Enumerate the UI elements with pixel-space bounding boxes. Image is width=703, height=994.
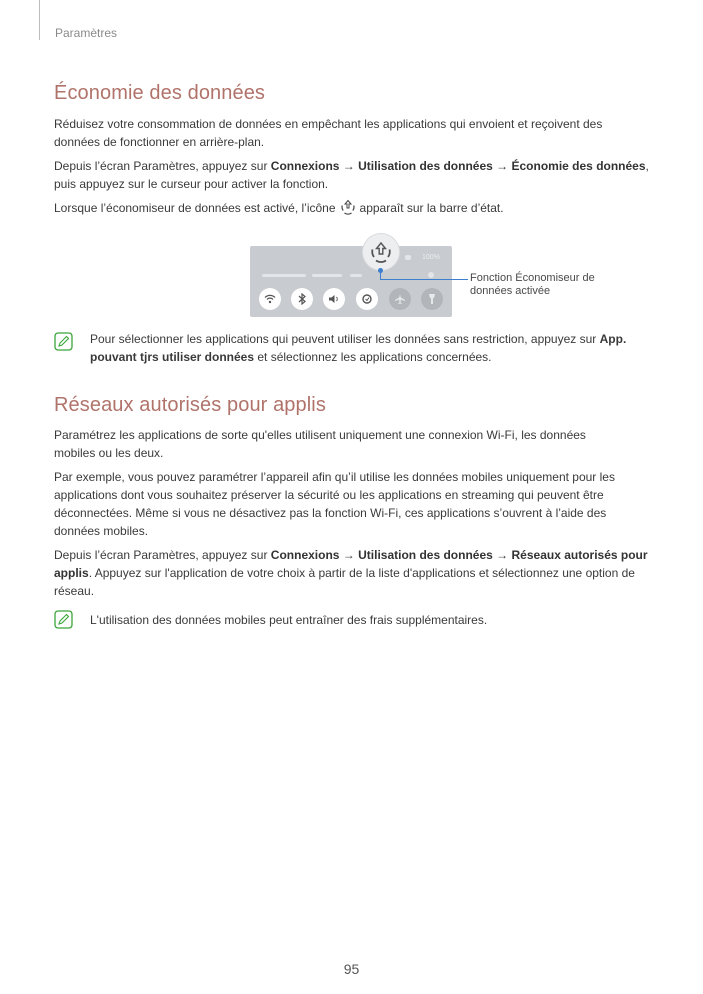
- paragraph-intro: Réduisez votre consommation de données en empêchant les applications qui envoient et reçoivent des données de fonctionner en arrière-plan.: [54, 117, 603, 149]
- path-arrow-2: →: [492, 159, 512, 173]
- airplane-mode-icon[interactable]: [389, 288, 411, 310]
- note-bold: App. pouvant tjrs utiliser données: [90, 332, 627, 364]
- gear-icon: [428, 272, 434, 278]
- running-header: Paramètres: [55, 26, 118, 40]
- wifi-icon[interactable]: [259, 288, 281, 310]
- faint-text-bar: [350, 274, 362, 277]
- status-pre: Lorsque l’économiseur de données est activé, l’icône: [54, 201, 336, 215]
- signal-icon: [405, 255, 411, 260]
- data-saver-icon-magnified: [363, 234, 399, 270]
- note-unrestricted-data: [90, 330, 650, 366]
- paragraph-status-icon: [54, 199, 654, 217]
- paragraph-networks-intro: Paramétrez les applications de sorte qu'elles utilisent uniquement une connexion Wi-Fi, les données mobiles ou les deux.: [54, 428, 586, 460]
- flashlight-icon[interactable]: [421, 288, 443, 310]
- note-extra-charges: L'utilisation des données mobiles peut entraîner des frais supplémentaires.: [90, 613, 488, 627]
- note-icon: [54, 610, 73, 629]
- status-post: apparaît sur la barre d’état.: [359, 201, 504, 215]
- path2-data-usage: Utilisation des données: [358, 548, 493, 562]
- path-connexions: Connexions: [270, 159, 340, 173]
- path-pre: Depuis l’écran Paramètres, appuyez sur: [54, 159, 271, 173]
- path2-connexions: Connexions: [270, 548, 340, 562]
- quick-settings-row: [258, 288, 448, 310]
- paragraph-networks-example: Par exemple, vous pouvez paramétrer l’appareil afin qu’il utilise les données mobiles uniquement pour les applications dont vous souhaitez préserver la sécurité ou les applications en streaming qui peuvent être déconnectées. Même si vous ne désactivez pas la fonction Wi-Fi, ces applications s’ouvrent à l’aide des données mobiles.: [54, 470, 615, 538]
- callout-leader: [380, 279, 468, 280]
- path2-allowed-networks: Réseaux autorisés pour applis: [54, 548, 648, 580]
- page-number: 95: [343, 961, 360, 977]
- battery-text: 100%: [422, 254, 440, 261]
- bluetooth-icon[interactable]: [291, 288, 313, 310]
- path-arrow-1: →: [339, 159, 359, 173]
- section-title-data-saver: Économie des données: [54, 82, 266, 104]
- path2-post: . Appuyez sur l'application de votre choix à partir de la liste d'applications et sélectionnez une option de réseau.: [54, 566, 635, 598]
- note-pre: Pour sélectionner les applications qui peuvent utiliser les données sans restriction, appuyez sur: [90, 332, 600, 346]
- path-data-usage: Utilisation des données: [358, 159, 493, 173]
- path2-arrow-1: →: [339, 548, 359, 562]
- faint-text-bar: [262, 274, 306, 277]
- path-data-saver: Économie des données: [511, 159, 646, 173]
- section-title-allowed-networks: Réseaux autorisés pour applis: [54, 394, 326, 416]
- note-icon: [54, 332, 73, 351]
- path2-arrow-2: →: [492, 548, 512, 562]
- quick-panel-illustration: [250, 246, 452, 317]
- faint-text-bar: [312, 274, 342, 277]
- callout-anchor: [378, 268, 383, 273]
- paragraph-networks-path: [54, 546, 652, 600]
- path2-pre: Depuis l’écran Paramètres, appuyez sur: [54, 548, 271, 562]
- paragraph-path: [54, 157, 654, 193]
- callout-label: Fonction Économiseur de données activée: [470, 272, 595, 297]
- auto-rotate-icon[interactable]: [356, 288, 378, 310]
- data-saver-icon: [339, 199, 357, 215]
- note-post: et sélectionnez les applications concernées.: [254, 350, 492, 364]
- sound-icon[interactable]: [323, 288, 345, 310]
- margin-rule: [39, 0, 40, 40]
- path-post: , puis appuyez sur le curseur pour activer la fonction.: [54, 159, 649, 191]
